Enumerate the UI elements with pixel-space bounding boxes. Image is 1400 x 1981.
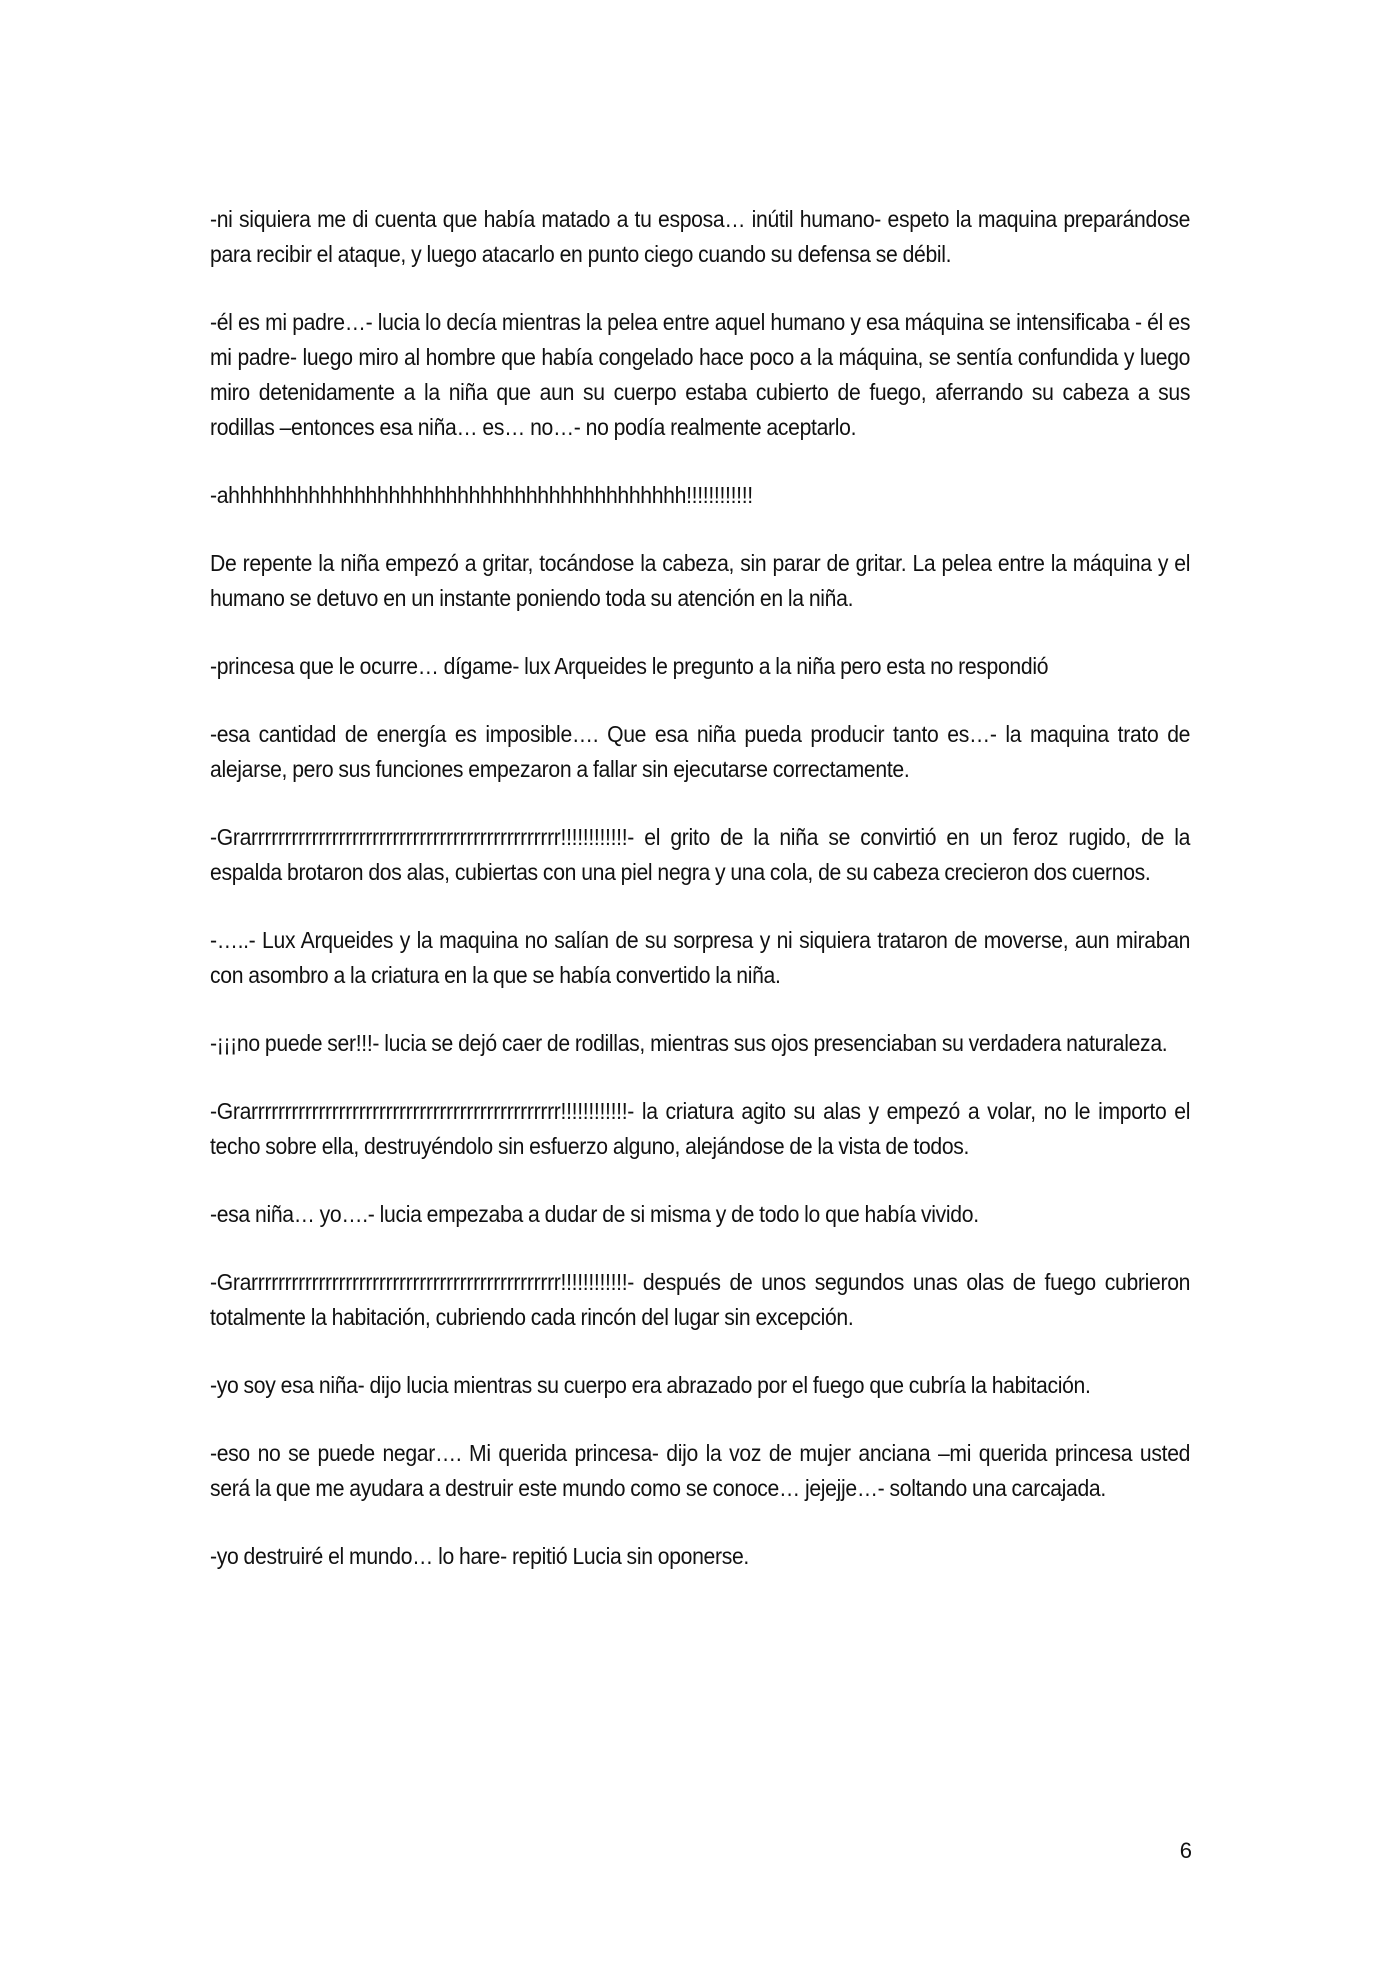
- document-body: [210, 202, 1190, 1607]
- paragraph: -ni siquiera me di cuenta que había matado a tu esposa… inútil humano- espeto la maquina preparándose para recibir el ataque, y luego atacarlo en punto ciego cuando su defensa se débil.: [210, 206, 1191, 267]
- paragraph: De repente la niña empezó a gritar, tocándose la cabeza, sin parar de gritar. La pelea entre la máquina y el humano se detuvo en un instante poniendo toda su atención en la niña.: [210, 550, 1191, 611]
- paragraph: -esa niña… yo….- lucia empezaba a dudar de si misma y de todo lo que había vivido.: [210, 1201, 979, 1227]
- paragraph: -él es mi padre…- lucia lo decía mientras la pelea entre aquel humano y esa máquina se intensificaba - él es mi padre- luego miro al hombre que había congelado hace poco a la máquina, se sentía confundida y luego miro detenidamente a la niña que aun su cuerpo estaba cubierto de fuego, aferrando su cabeza a sus rodillas –entonces esa niña… es… no…- no podía realmente aceptarlo.: [210, 309, 1191, 440]
- paragraph: -yo soy esa niña- dijo lucia mientras su cuerpo era abrazado por el fuego que cubría la habitación.: [210, 1372, 1091, 1398]
- paragraph: -eso no se puede negar…. Mi querida princesa- dijo la voz de mujer anciana –mi querida princesa usted será la que me ayudara a destruir este mundo como se conoce… jejejje…- soltando una carcajada.: [210, 1440, 1191, 1501]
- paragraph: -Grarrrrrrrrrrrrrrrrrrrrrrrrrrrrrrrrrrrrrrrrrrrrrr!!!!!!!!!!!!- la criatura agito su alas y empezó a volar, no le importo el techo sobre ella, destruyéndolo sin esfuerzo alguno, alejándose de la vista de todos.: [210, 1098, 1191, 1159]
- paragraph: -ahhhhhhhhhhhhhhhhhhhhhhhhhhhhhhhhhhhhhhhh!!!!!!!!!!!!: [210, 482, 753, 508]
- paragraph: -Grarrrrrrrrrrrrrrrrrrrrrrrrrrrrrrrrrrrrrrrrrrrrrr!!!!!!!!!!!!- el grito de la niña se convirtió en un feroz rugido, de la espalda brotaron dos alas, cubiertas con una piel negra y una cola, de su cabeza crecieron dos cuernos.: [210, 824, 1191, 885]
- paragraph: -…..- Lux Arqueides y la maquina no salían de su sorpresa y ni siquiera trataron de moverse, aun miraban con asombro a la criatura en la que se había convertido la niña.: [210, 927, 1191, 988]
- paragraph: -¡¡¡no puede ser!!!- lucia se dejó caer de rodillas, mientras sus ojos presenciaban su verdadera naturaleza.: [210, 1030, 1168, 1056]
- paragraph: -Grarrrrrrrrrrrrrrrrrrrrrrrrrrrrrrrrrrrrrrrrrrrrrr!!!!!!!!!!!!- después de unos segundos unas olas de fuego cubrieron totalmente la habitación, cubriendo cada rincón del lugar sin excepción.: [210, 1269, 1191, 1330]
- page-number: 6: [1179, 1838, 1192, 1863]
- paragraph: -esa cantidad de energía es imposible…. Que esa niña pueda producir tanto es…- la maquina trato de alejarse, pero sus funciones empezaron a fallar sin ejecutarse correctamente.: [210, 721, 1191, 782]
- paragraph: -yo destruiré el mundo… lo hare- repitió Lucia sin oponerse.: [210, 1543, 750, 1569]
- paragraph: -princesa que le ocurre… dígame- lux Arqueides le pregunto a la niña pero esta no respondió: [210, 653, 1049, 679]
